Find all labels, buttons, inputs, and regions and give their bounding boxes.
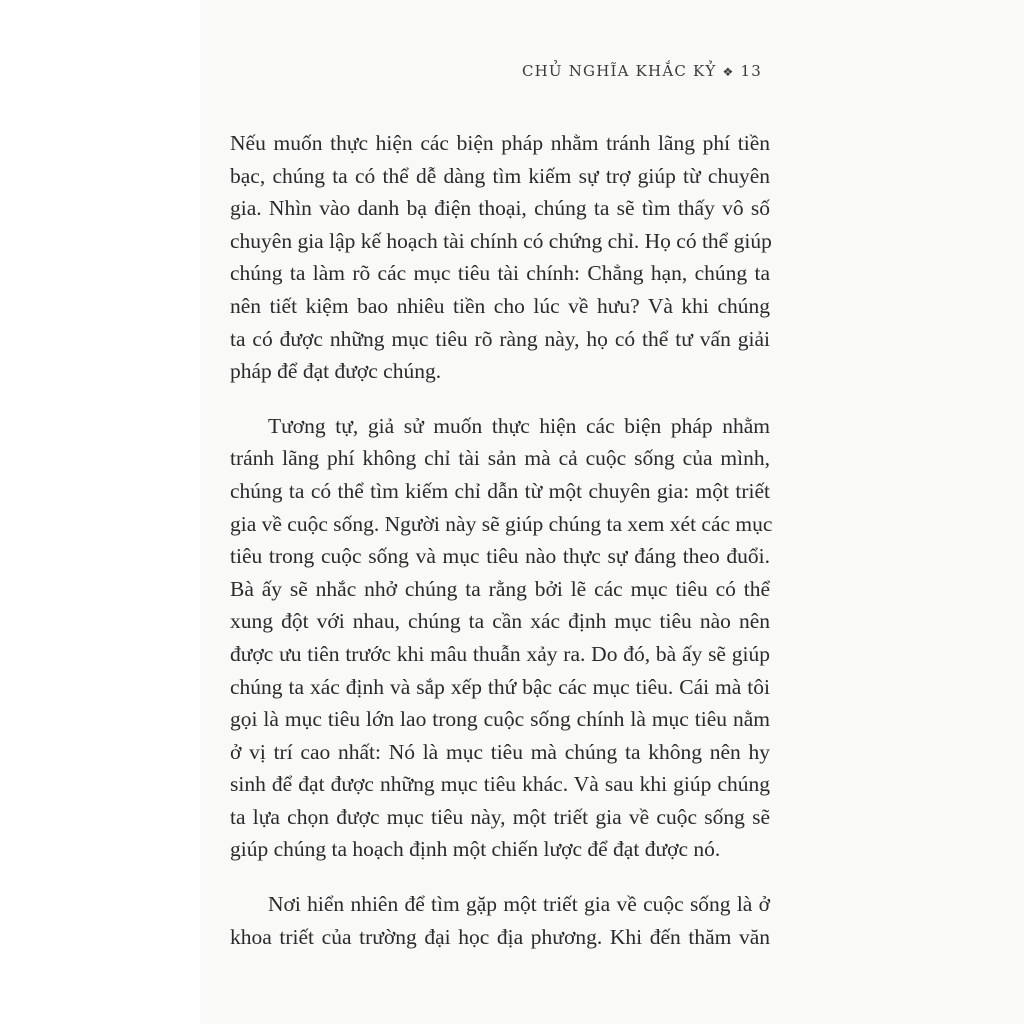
text-line: Nếu muốn thực hiện các biện pháp nhằm tránh lãng phí tiền: [230, 131, 770, 155]
text-line: xung đột với nhau, chúng ta cần xác định mục tiêu nào nên: [230, 609, 770, 634]
text-line: ở vị trí cao nhất: Nó là mục tiêu mà chúng ta không nên hy: [230, 739, 770, 764]
text-line: chúng ta có thể tìm kiếm chỉ dẫn từ một chuyên gia: một triết: [230, 478, 770, 503]
text-line: ta có được những mục tiêu rõ ràng này, họ có thể tư vấn giải: [230, 326, 770, 351]
text-line: gia về cuộc sống. Người này sẽ giúp chúng ta xem xét các mục: [230, 511, 773, 536]
text-line: chúng ta làm rõ các mục tiêu tài chính: Chẳng hạn, chúng ta: [230, 261, 770, 286]
ornament-separator-icon: ❖: [722, 65, 735, 79]
page-number: 13: [740, 62, 762, 80]
paragraph-1: [230, 127, 770, 388]
text-line: chúng ta xác định và sắp xếp thứ bậc các mục tiêu. Cái mà tôi: [230, 674, 770, 699]
text-line: Tương tự, giả sử muốn thực hiện các biện pháp nhằm: [268, 413, 770, 438]
text-line: giúp chúng ta hoạch định một chiến lược để đạt được nó.: [230, 837, 721, 862]
text-line: Bà ấy sẽ nhắc nhở chúng ta rằng bởi lẽ các mục tiêu có thể: [230, 576, 770, 601]
text-line: nên tiết kiệm bao nhiêu tiền cho lúc về hưu? Và khi chúng: [230, 293, 770, 318]
text-line: gia. Nhìn vào danh bạ điện thoại, chúng ta sẽ tìm thấy vô số: [230, 196, 770, 221]
running-title: CHỦ NGHĨA KHẮC KỶ: [521, 62, 717, 80]
paragraph-3: [230, 888, 770, 953]
text-line: Nơi hiển nhiên để tìm gặp một triết gia về cuộc sống là ở: [268, 892, 770, 917]
text-line: pháp để đạt được chúng.: [230, 359, 442, 384]
text-line: bạc, chúng ta có thể dễ dàng tìm kiếm sự trợ giúp từ chuyên: [230, 163, 770, 188]
text-line: tiêu trong cuộc sống và mục tiêu nào thực sự đáng theo đuổi.: [230, 544, 770, 569]
running-header: [522, 62, 762, 80]
text-line: sinh để đạt được những mục tiêu khác. Và sau khi giúp chúng: [230, 772, 770, 797]
text-line: chuyên gia lập kế hoạch tài chính có chứng chỉ. Họ có thể giúp: [230, 228, 772, 253]
text-line: tránh lãng phí không chỉ tài sản mà cả cuộc sống của mình,: [230, 446, 770, 471]
text-line: được ưu tiên trước khi mâu thuẫn xảy ra. Do đó, bà ấy sẽ giúp: [230, 641, 770, 666]
page-body: [230, 127, 773, 975]
text-line: gọi là mục tiêu lớn lao trong cuộc sống chính là mục tiêu nằm: [230, 707, 770, 732]
text-line: ta lựa chọn được mục tiêu này, một triết gia về cuộc sống sẽ: [230, 804, 770, 829]
text-line: khoa triết của trường đại học địa phương. Khi đến thăm văn: [230, 924, 770, 949]
paragraph-2: [230, 410, 773, 866]
